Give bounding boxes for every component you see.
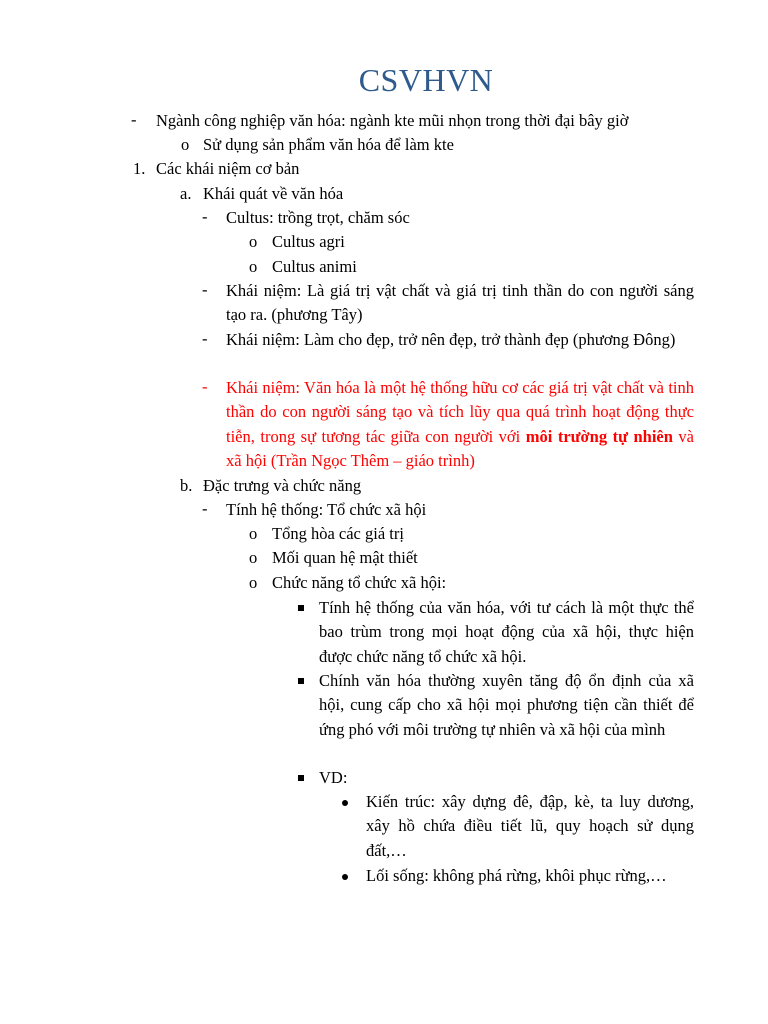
list-item-close-relation: Mối quan hệ mật thiết: [272, 548, 418, 567]
circle-bullet: o: [249, 548, 258, 567]
section-heading-basic-concepts: Các khái niệm cơ bản: [156, 159, 300, 178]
definition-emphasis: môi trường tự nhiên: [525, 426, 673, 446]
list-item-stability: Chính văn hóa thường xuyên tăng độ ổn định của xã hội, cung cấp cho xã hội mọi phương tiện cần thiết để ứng phó với môi trường tự nhiên và xã hội của mình: [319, 671, 694, 739]
dash-bullet: -: [202, 329, 208, 348]
list-item-cultus-animi: Cultus animi: [272, 257, 357, 276]
list-item-cultus: Cultus: trồng trọt, chăm sóc: [226, 208, 410, 227]
dot-bullet: [340, 864, 350, 888]
list-item-use-products: Sử dụng sản phẩm văn hóa để làm kte: [203, 135, 454, 154]
dash-bullet: -: [202, 377, 208, 396]
definition-source: và xã hội (Trần Ngọc Thêm – giáo trình): [226, 426, 695, 470]
list-item-architecture: Kiến trúc: xây dựng đê, đập, kè, ta luy dương, xây hồ chứa điều tiết lũ, quy hoạch sử dụng đất,…: [366, 792, 694, 860]
list-item-cultus-agri: Cultus agri: [272, 232, 345, 251]
square-bullet: [296, 596, 306, 620]
subsection-overview-culture: Khái quát về văn hóa: [203, 184, 344, 203]
list-item-concept-definition: [226, 376, 694, 473]
document-title: CSVHVN: [358, 62, 494, 98]
circle-bullet: o: [181, 135, 190, 154]
square-bullet: [296, 669, 306, 693]
list-item-systemic-detail: Tính hệ thống của văn hóa, với tư cách là một thực thể bao trùm trong mọi hoạt động của xã hội, thực hiện được chức năng tổ chức xã hội.: [319, 598, 694, 666]
circle-bullet: o: [249, 257, 258, 276]
letter-marker-a: a.: [180, 184, 192, 203]
square-bullet: [296, 766, 306, 790]
dash-bullet: -: [202, 280, 208, 299]
list-item-systemic: Tính hệ thống: Tổ chức xã hội: [226, 500, 427, 519]
list-item-cultural-industry: Ngành công nghiệp văn hóa: ngành kte mũi nhọn trong thời đại bây giờ: [156, 111, 629, 130]
list-item-example-label: VD:: [319, 768, 348, 787]
dash-bullet: -: [131, 110, 137, 129]
number-marker: 1.: [133, 159, 146, 178]
circle-bullet: o: [249, 524, 258, 543]
list-item-total-values: Tổng hòa các giá trị: [272, 524, 404, 543]
subsection-features-functions: Đặc trưng và chức năng: [203, 476, 362, 495]
list-item-concept-west: Khái niệm: Là giá trị vật chất và giá trị tinh thần do con người sáng tạo ra. (phương Tây): [226, 281, 694, 325]
definition-text: Khái niệm: Văn hóa là một hệ thống hữu cơ các giá trị vật chất và tinh thần do con người sáng tạo và tích lũy qua quá trình hoạt động thực tiễn, trong sự tương tác giữa con người với: [226, 378, 694, 446]
list-item-lifestyle: Lối sống: không phá rừng, khôi phục rừng,…: [366, 866, 667, 885]
circle-bullet: o: [249, 232, 258, 251]
list-item-organize-function: Chức năng tổ chức xã hội:: [272, 573, 447, 592]
list-item-concept-east: Khái niệm: Làm cho đẹp, trở nên đẹp, trở thành đẹp (phương Đông): [226, 330, 676, 349]
letter-marker-b: b.: [180, 476, 193, 495]
dot-bullet: [340, 790, 350, 814]
dash-bullet: -: [202, 207, 208, 226]
circle-bullet: o: [249, 573, 258, 592]
dash-bullet: -: [202, 499, 208, 518]
